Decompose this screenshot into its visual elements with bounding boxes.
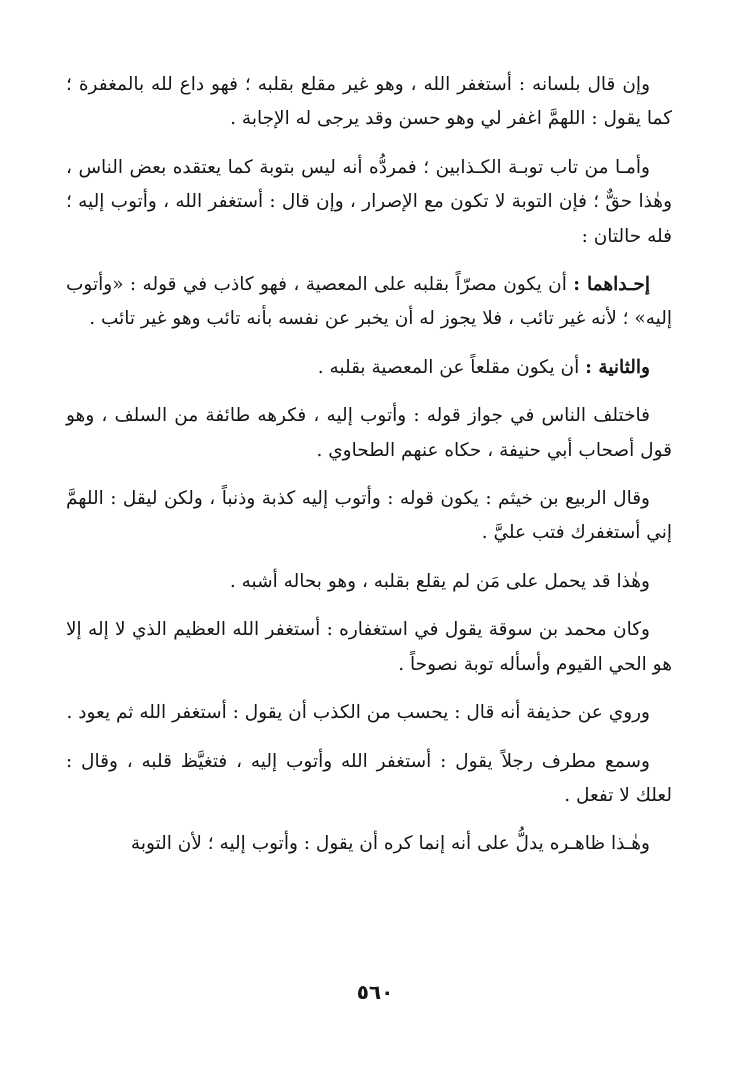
paragraph-2 xyxy=(66,151,672,254)
paragraph-9 xyxy=(66,696,672,730)
paragraph-lead: والثانية : xyxy=(585,356,650,378)
paragraph-lead: إحـداهما : xyxy=(573,274,650,296)
paragraph-7 xyxy=(66,565,672,599)
paragraph-10 xyxy=(66,745,672,814)
paragraph-text: وروي عن حذيفة أنه قال : يحسب من الكذب أن يقول : أستغفر الله ثم يعود . xyxy=(66,702,650,724)
paragraph-8 xyxy=(66,613,672,682)
body-text xyxy=(66,68,672,876)
paragraph-5 xyxy=(66,399,672,468)
paragraph-text: فاختلف الناس في جواز قوله : وأتوب إليه ، فكرهه طائفة من السلف ، وهو قول أصحاب أبي حنيفة ، حكاه عنهم الطحاوي . xyxy=(66,405,672,461)
paragraph-text: وكان محمد بن سوقة يقول في استغفاره : أستغفر الله العظيم الذي لا إله إلا هو الحي القيوم وأسأله توبة نصوحاً . xyxy=(66,619,672,675)
paragraph-text: وقال الربيع بن خيثم : يكون قوله : وأتوب إليه كذبة وذنباً ، ولكن ليقل : اللهمَّ إني أستغفرك فتب عليَّ . xyxy=(66,488,672,544)
paragraph-text: وإن قال بلسانه : أستغفر الله ، وهو غير مقلع بقلبه ؛ فهو داع لله بالمغفرة ؛ كما يقول : اللهمَّ اغفر لي وهو حسن وقد يرجى له الإجابة . xyxy=(66,74,672,130)
paragraph-6 xyxy=(66,482,672,551)
paragraph-text: وأمـا من تاب توبـة الكـذابين ؛ فمردُّه أنه ليس بتوبة كما يعتقده بعض الناس ، وهٰذا حقٌّ ؛ فإن التوبة لا تكون مع الإصرار ، وإن قال : أستغفر الله ، وأتوب إليه ؛ فله حالتان : xyxy=(66,156,672,247)
paragraph-text: أن يكون مقلعاً عن المعصية بقلبه . xyxy=(317,356,580,378)
paragraph-text: وهٰـذا ظاهـره يدلُّ على أنه إنما كره أن يقول : وأتوب إليه ؛ لأن التوبة xyxy=(130,833,650,855)
paragraph-text: أن يكون مصرّاً بقلبه على المعصية ، فهو كاذب في قوله : «وأتوب إليه» ؛ لأنه غير تائب ، فلا يجوز له أن يخبر عن نفسه بأنه تائب وهو غير تائب . xyxy=(66,274,672,330)
paragraph-text: وسمع مطرف رجلاً يقول : أستغفر الله وأتوب إليه ، فتغيَّظ قلبه ، وقال : لعلك لا تفعل . xyxy=(66,750,672,806)
paragraph-text: وهٰذا قد يحمل على مَن لم يقلع بقلبه ، وهو بحاله أشبه . xyxy=(229,570,650,592)
paragraph-1 xyxy=(66,68,672,137)
paragraph-4 xyxy=(66,351,672,385)
page-number: ٥٦٠ xyxy=(356,980,394,1004)
paragraph-3 xyxy=(66,268,672,337)
paragraph-11 xyxy=(66,827,672,861)
